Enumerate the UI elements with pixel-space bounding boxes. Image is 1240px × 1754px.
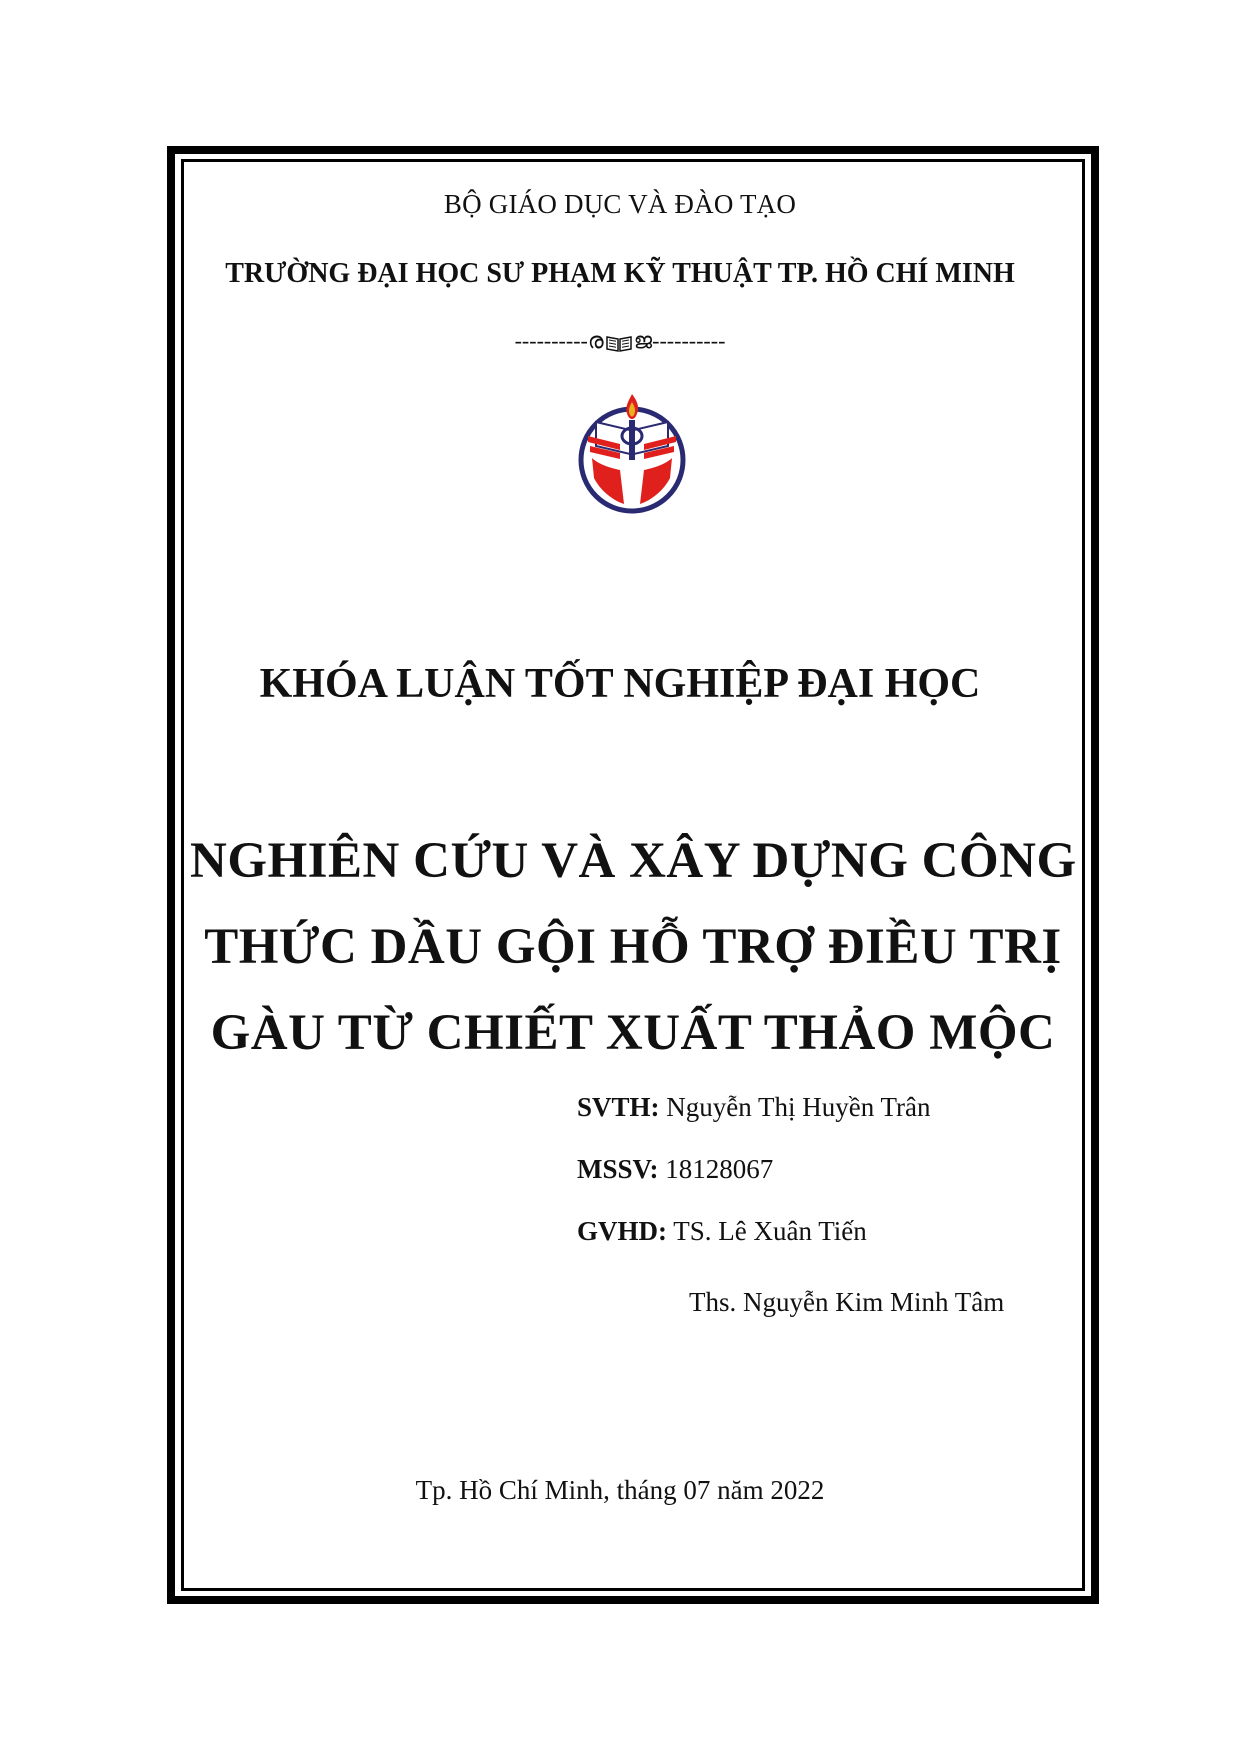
swirl-right-icon: ജ [633, 328, 653, 353]
student-id-value: 18128067 [665, 1154, 774, 1184]
student-id-label: MSSV: [577, 1154, 659, 1184]
university-name: TRƯỜNG ĐẠI HỌC SƯ PHẠM KỸ THUẬT TP. HỒ CHÍ MINH [225, 258, 1015, 289]
advisor-row [577, 1216, 867, 1247]
thesis-title-line: NGHIÊN CỨU VÀ XÂY DỰNG CÔNG [190, 833, 1077, 889]
student-id-row [577, 1154, 773, 1185]
ornament-divider [0, 328, 1240, 354]
thesis-title [190, 818, 1076, 1076]
student-row [577, 1092, 931, 1123]
open-book-icon [606, 334, 632, 352]
swirl-left-icon: ര [587, 328, 604, 353]
place-date: Tp. Hồ Chí Minh, tháng 07 năm 2022 [415, 1475, 825, 1505]
ornament-dashes-right: ---------- [652, 328, 726, 353]
thesis-title-line: GÀU TỪ CHIẾT XUẤT THẢO MỘC [210, 1005, 1056, 1061]
advisor-row-2 [689, 1287, 1004, 1318]
thesis-type-heading: KHÓA LUẬN TỐT NGHIỆP ĐẠI HỌC [259, 661, 981, 707]
ornament-dashes-left: ---------- [514, 328, 588, 353]
advisor-name-2: Ths. Nguyễn Kim Minh Tâm [689, 1287, 1005, 1317]
thesis-title-line: THỨC DẦU GỘI HỖ TRỢ ĐIỀU TRỊ [204, 919, 1062, 975]
student-label: SVTH: [577, 1092, 660, 1122]
student-name: Nguyễn Thị Huyền Trân [666, 1092, 931, 1122]
university-logo-icon [576, 392, 688, 516]
ministry-name: BỘ GIÁO DỤC VÀ ĐÀO TẠO [443, 189, 797, 219]
advisor-label: GVHD: [577, 1216, 667, 1246]
advisor-name-1: TS. Lê Xuân Tiến [673, 1216, 867, 1246]
